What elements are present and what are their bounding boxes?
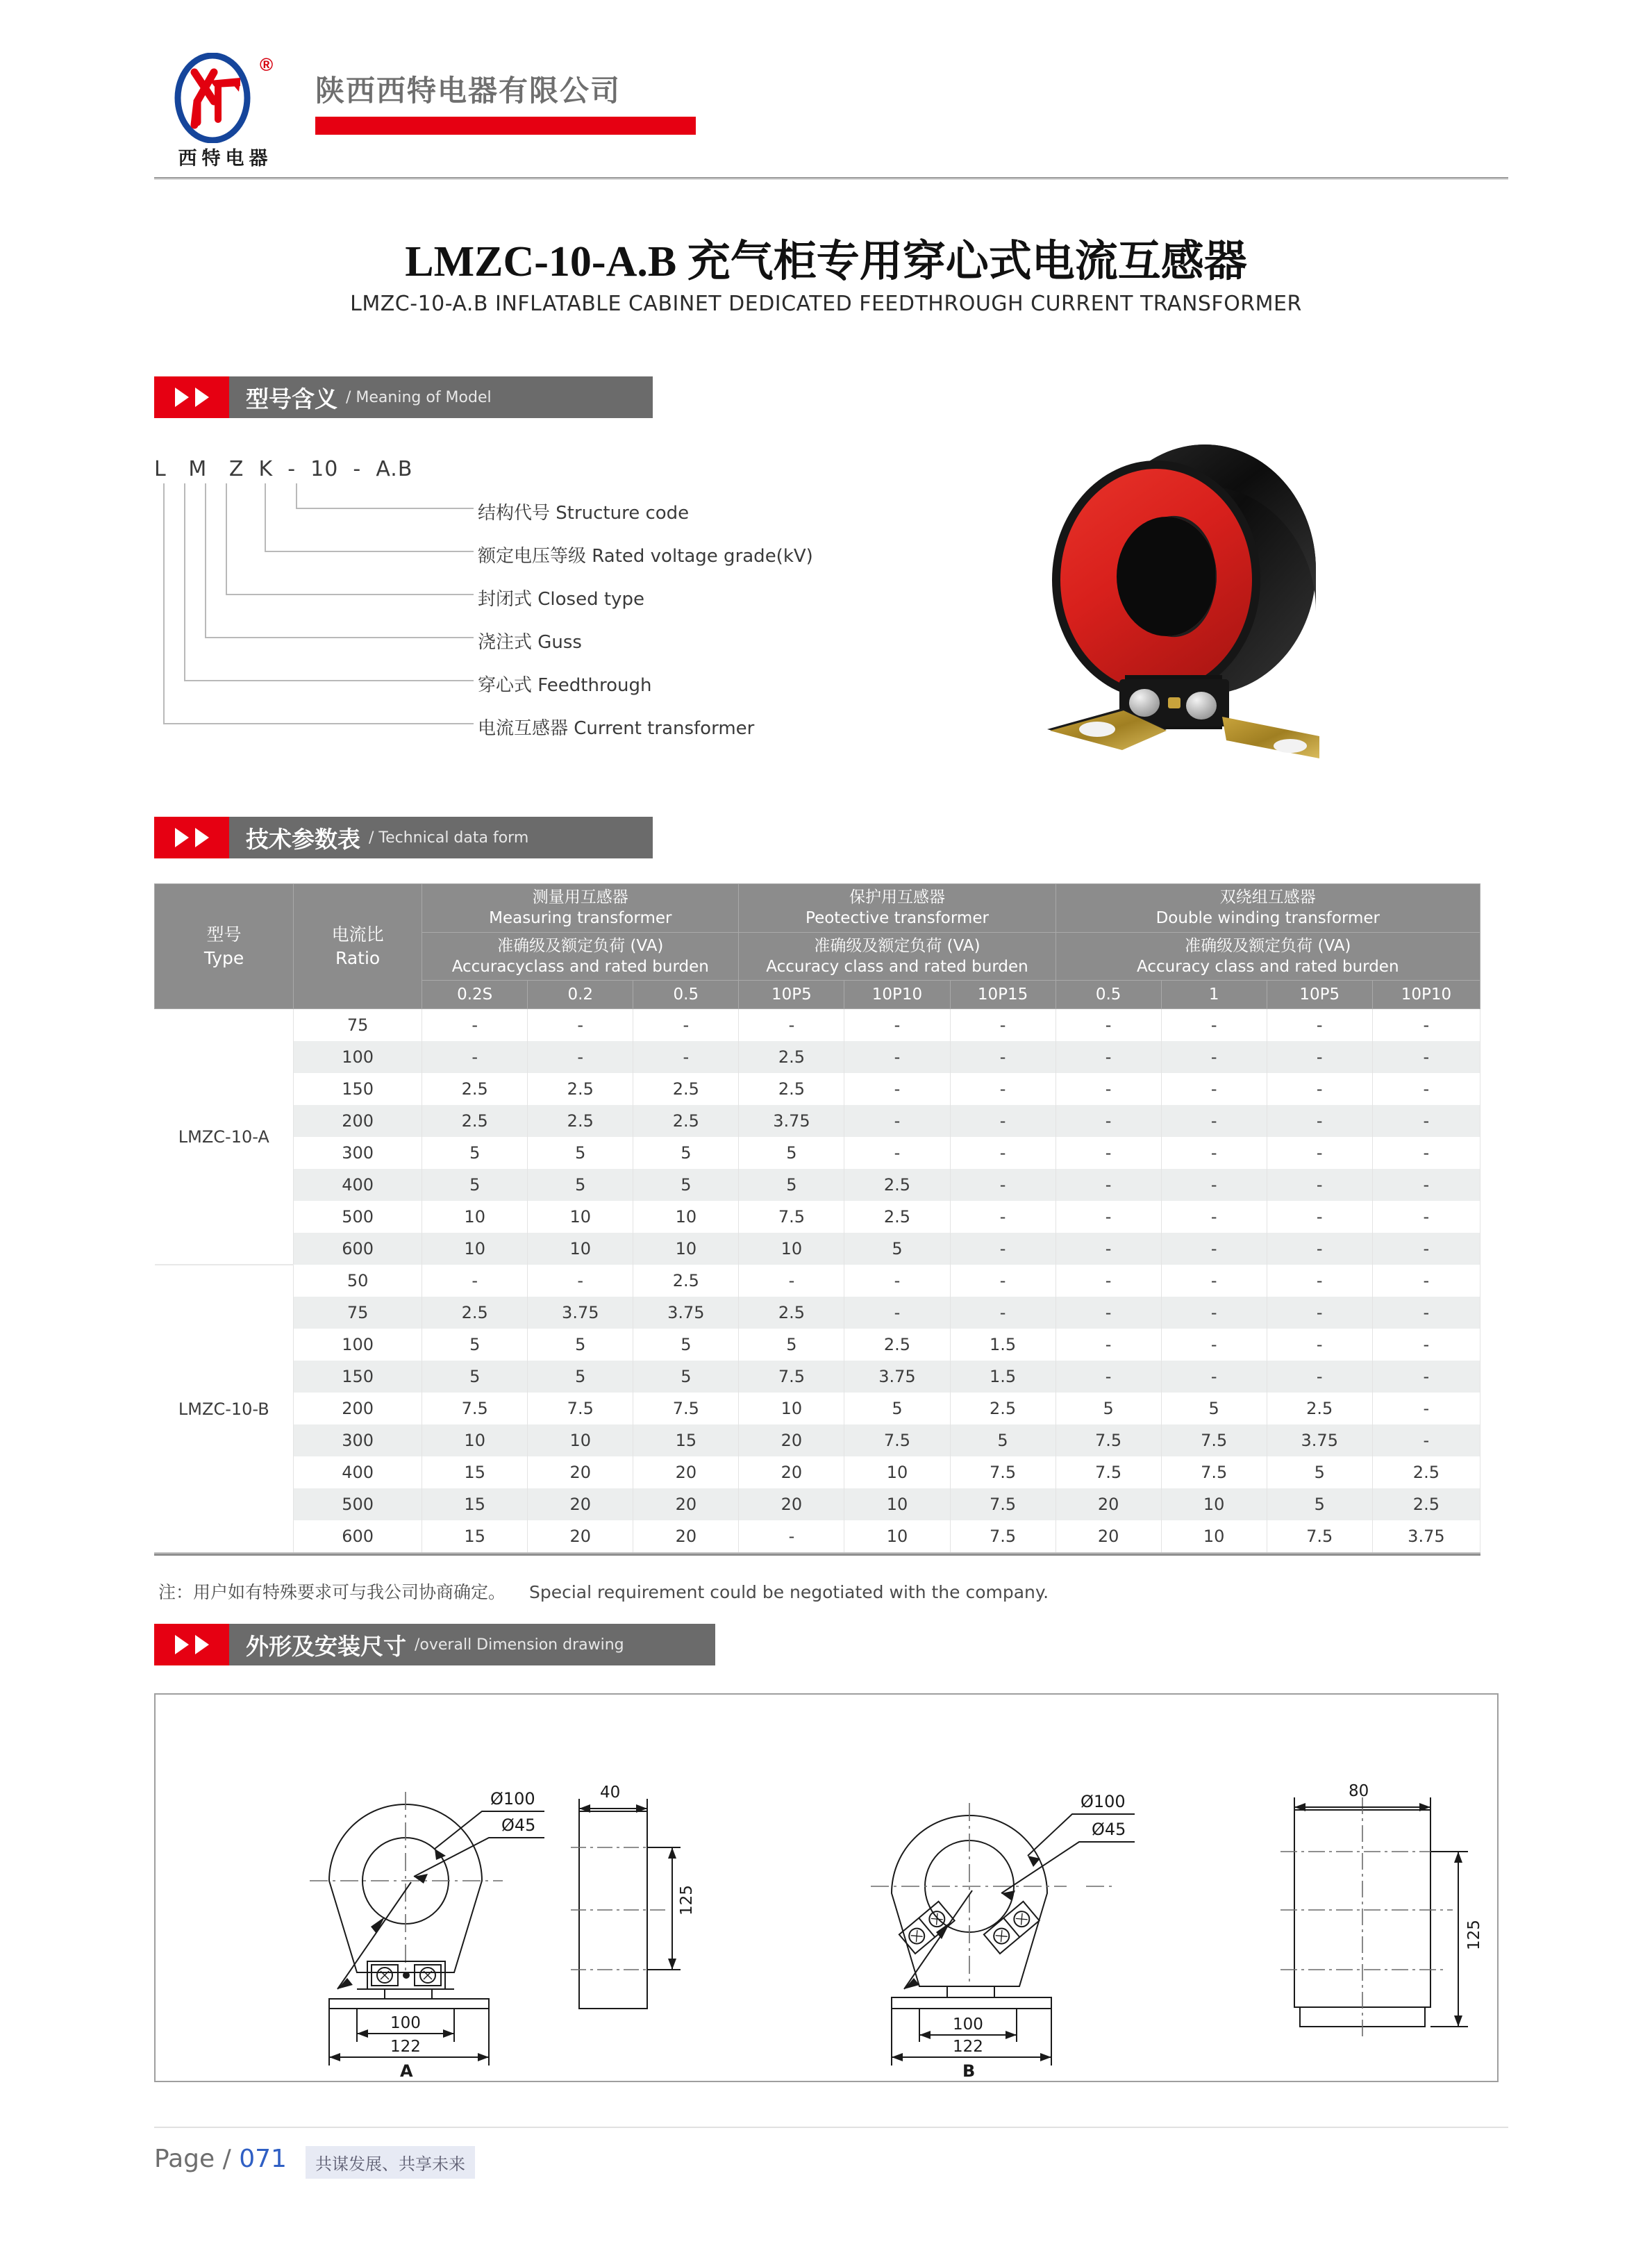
table-cell-value: 10 [422,1233,528,1265]
table-row [155,1520,1480,1552]
table-cell-value: - [1267,1009,1372,1042]
table-cell-value: 3.75 [1267,1424,1372,1456]
table-cell-value: 7.5 [528,1393,633,1424]
th-sub-measuring: 准确级及额定负荷 (VA) Accuracyclass and rated burden [422,932,739,981]
table-cell-value: 2.5 [844,1169,950,1201]
th-accuracy-2-1: 1 [1161,981,1267,1009]
th-accuracy-2-0: 0.5 [1056,981,1161,1009]
table-cell-value: 15 [422,1456,528,1488]
table-cell-value: - [1056,1105,1161,1137]
table-row [155,1456,1480,1488]
table-cell-value: - [844,1105,950,1137]
table-cell-value: - [1267,1201,1372,1233]
table-cell-value: - [1267,1329,1372,1361]
table-cell-value: 10 [1161,1488,1267,1520]
table-cell-value: - [1267,1137,1372,1169]
svg-text:Ø100: Ø100 [1081,1792,1126,1811]
table-cell-value: 5 [739,1329,844,1361]
table-cell-ratio: 150 [294,1073,422,1105]
table-cell-value: 5 [844,1393,950,1424]
table-cell-value: 2.5 [1372,1456,1480,1488]
table-cell-value: - [1372,1297,1480,1329]
table-cell-ratio: 400 [294,1169,422,1201]
table-cell-value: 7.5 [739,1361,844,1393]
table-cell-value: 2.5 [844,1329,950,1361]
table-cell-value: 7.5 [422,1393,528,1424]
dimension-drawing-box [154,1693,1499,2082]
th-accuracy-2-3: 10P10 [1372,981,1480,1009]
table-row [155,1073,1480,1105]
svg-text:122: 122 [390,2038,421,2056]
table-cell-value: 20 [633,1488,739,1520]
table-cell-value: 2.5 [1267,1393,1372,1424]
table-cell-value: 10 [633,1201,739,1233]
table-row [155,1488,1480,1520]
table-cell-value: - [1267,1041,1372,1073]
svg-text:Ø45: Ø45 [1092,1820,1126,1839]
note-cn: 注：用户如有特殊要求可与我公司协商确定。 [158,1582,506,1602]
table-cell-value: 5 [739,1137,844,1169]
table-cell-ratio: 200 [294,1393,422,1424]
th-accuracy-1-2: 10P15 [950,981,1056,1009]
table-cell-value: - [1161,1169,1267,1201]
footer-slogan: 共谋发展、共享未来 [306,2146,475,2179]
table-cell-type: LMZC-10-A [155,1009,294,1265]
table-cell-value: 7.5 [950,1456,1056,1488]
table-row [155,1105,1480,1137]
svg-text:100: 100 [953,2016,983,2034]
code-part-7: A.B [376,457,413,481]
table-cell-value: 20 [633,1456,739,1488]
code-part-3: K [258,457,274,481]
table-cell-value: - [950,1265,1056,1297]
table-cell-value: - [844,1265,950,1297]
table-cell-value: - [1372,1169,1480,1201]
table-cell-value: - [1267,1297,1372,1329]
table-cell-value: - [1056,1041,1161,1073]
table-cell-value: - [950,1297,1056,1329]
table-cell-value: - [422,1009,528,1042]
th-accuracy-1-1: 10P10 [844,981,950,1009]
svg-text:100: 100 [390,2014,421,2032]
table-note [158,1579,1049,1604]
table-row [155,1201,1480,1233]
table-cell-value: - [1056,1009,1161,1042]
table-row [155,1424,1480,1456]
table-cell-value: - [1372,1201,1480,1233]
table-cell-value: 5 [528,1169,633,1201]
table-cell-value: 10 [422,1201,528,1233]
table-cell-value: 5 [528,1329,633,1361]
table-cell-ratio: 150 [294,1361,422,1393]
table-cell-ratio: 75 [294,1009,422,1042]
table-cell-value: 5 [422,1361,528,1393]
table-cell-type: LMZC-10-B [155,1265,294,1552]
page-number: 071 [239,2145,287,2173]
th-group-protective: 保护用互感器 Peotective transformer [739,884,1056,933]
table-cell-value: - [950,1009,1056,1042]
table-cell-value: 7.5 [950,1520,1056,1552]
table-cell-value: - [1056,1201,1161,1233]
model-label-structure-code: 结构代号 Structure code [478,503,690,524]
table-cell-value: 5 [422,1169,528,1201]
table-row [155,1297,1480,1329]
th-type: 型号 Type [155,884,294,1009]
table-cell-value: 10 [528,1424,633,1456]
table-cell-value: 5 [1161,1393,1267,1424]
table-cell-value: - [1267,1361,1372,1393]
dimension-drawings [156,1695,1497,2081]
table-cell-value: - [1056,1073,1161,1105]
section-title-cn: 型号含义 [246,385,337,413]
table-cell-value: 2.5 [422,1073,528,1105]
drawing-a-front-view [310,1789,544,2081]
table-cell-value: - [1161,1073,1267,1105]
note-en: Special requirement could be negotiated with the company. [528,1582,1049,1602]
table-cell-value: 2.5 [528,1073,633,1105]
table-cell-value: 20 [633,1520,739,1552]
table-cell-ratio: 75 [294,1297,422,1329]
table-header [155,884,1480,1009]
table-cell-value: 10 [739,1233,844,1265]
table-cell-value: 3.75 [633,1297,739,1329]
table-cell-value: 20 [528,1520,633,1552]
table-cell-value: 5 [422,1137,528,1169]
table-cell-value: 7.5 [1056,1456,1161,1488]
header-divider [154,177,1508,180]
code-part-4: - [287,457,297,481]
table-row [155,1009,1480,1042]
section-title-cn: 技术参数表 [246,825,360,853]
table-cell-value: - [1161,1041,1267,1073]
table-row [155,1361,1480,1393]
table-cell-value: - [1372,1361,1480,1393]
table-cell-value: 10 [844,1520,950,1552]
table-cell-value: 2.5 [1372,1488,1480,1520]
table-cell-value: 15 [633,1424,739,1456]
table-cell-value: 7.5 [950,1488,1056,1520]
th-accuracy-0-1: 0.2 [528,981,633,1009]
table-cell-value: 10 [633,1233,739,1265]
table-cell-ratio: 400 [294,1456,422,1488]
table-cell-value: 20 [739,1456,844,1488]
table-cell-value: - [633,1041,739,1073]
code-part-0: L [154,457,167,481]
table-cell-value: 3.75 [739,1105,844,1137]
svg-text:125: 125 [678,1885,696,1915]
table-cell-value: 5 [950,1424,1056,1456]
table-cell-value: - [1161,1137,1267,1169]
table-cell-value: - [844,1297,950,1329]
section-title-en: / Meaning of Model [346,388,492,406]
table-cell-value: - [1056,1169,1161,1201]
th-accuracy-0-0: 0.2S [422,981,528,1009]
section-header-technical [154,817,653,858]
drawing-b-side-view [1280,1782,1483,2036]
table-cell-value: 2.5 [739,1041,844,1073]
table-cell-value: - [739,1009,844,1042]
model-label-voltage-grade: 额定电压等级 Rated voltage grade(kV) [478,546,813,567]
table-cell-value: 7.5 [739,1201,844,1233]
code-part-6: - [353,457,362,481]
company-name: 陕西西特电器有限公司 [315,74,621,108]
th-accuracy-0-2: 0.5 [633,981,739,1009]
table-cell-value: - [844,1041,950,1073]
table-cell-value: - [1372,1265,1480,1297]
table-cell-value: 2.5 [422,1297,528,1329]
table-cell-value: - [950,1105,1056,1137]
table-cell-value: - [1372,1009,1480,1042]
table-cell-value: - [1056,1265,1161,1297]
page-footer [154,2141,1508,2182]
page-header [154,49,1508,167]
table-cell-value: - [1161,1105,1267,1137]
table-cell-value: - [1161,1265,1267,1297]
table-cell-value: - [528,1041,633,1073]
drawing-a-side-view [571,1784,696,2009]
svg-text:122: 122 [953,2038,983,2056]
logo-chinese-text: 西特电器 [178,148,273,169]
table-cell-ratio: 300 [294,1424,422,1456]
table-cell-ratio: 100 [294,1329,422,1361]
table-cell-value: 3.75 [1372,1520,1480,1552]
table-cell-value: - [1372,1105,1480,1137]
table-cell-value: - [1056,1297,1161,1329]
table-cell-value: - [950,1169,1056,1201]
svg-text:125: 125 [1465,1920,1483,1950]
table-cell-value: 1.5 [950,1361,1056,1393]
table-cell-value: - [1372,1073,1480,1105]
table-cell-value: 20 [528,1488,633,1520]
table-cell-value: - [950,1137,1056,1169]
table-cell-value: 10 [528,1233,633,1265]
svg-text:Ø45: Ø45 [501,1815,536,1835]
table-row [155,1041,1480,1073]
table-cell-value: 2.5 [528,1105,633,1137]
table-cell-value: - [528,1009,633,1042]
th-group-double-winding: 双绕组互感器 Double winding transformer [1056,884,1480,933]
table-row [155,1169,1480,1201]
table-cell-value: - [1267,1169,1372,1201]
table-cell-value: - [1372,1393,1480,1424]
page-title-cn: LMZC-10-A.B 充气柜专用穿心式电流互感器 [405,238,1247,285]
table-cell-value: - [950,1233,1056,1265]
section-title-en: /overall Dimension drawing [415,1636,624,1654]
model-label-current-transformer: 电流互感器 Current transformer [478,718,755,739]
table-cell-value: - [422,1265,528,1297]
table-cell-value: - [1161,1297,1267,1329]
table-cell-value: 3.75 [844,1361,950,1393]
model-label-feedthrough: 穿心式 Feedthrough [478,675,652,696]
model-meaning-diagram [154,438,1022,757]
table-cell-value: - [844,1009,950,1042]
table-cell-value: - [950,1201,1056,1233]
table-cell-value: 2.5 [739,1297,844,1329]
model-label-guss: 浇注式 Guss [478,632,582,653]
table-cell-value: 2.5 [739,1073,844,1105]
table-cell-value: 2.5 [633,1073,739,1105]
table-cell-value: 7.5 [1056,1424,1161,1456]
table-cell-value: 10 [739,1393,844,1424]
section-title-en: / Technical data form [369,829,529,847]
table-cell-value: 7.5 [1161,1424,1267,1456]
table-row [155,1233,1480,1265]
table-cell-value: 20 [1056,1520,1161,1552]
table-cell-value: 5 [633,1361,739,1393]
table-cell-value: - [950,1073,1056,1105]
table-cell-value: - [739,1520,844,1552]
drawing-b-front-view [871,1792,1135,2081]
table-cell-value: 20 [1056,1488,1161,1520]
table-cell-value: 5 [633,1329,739,1361]
th-ratio: 电流比 Ratio [294,884,422,1009]
model-code-string [154,457,453,481]
table-cell-value: 5 [422,1329,528,1361]
table-cell-value: - [1161,1009,1267,1042]
table-cell-value: 15 [422,1488,528,1520]
table-cell-value: 2.5 [633,1265,739,1297]
table-cell-ratio: 600 [294,1520,422,1552]
double-arrow-icon [154,1624,229,1665]
table-cell-value: 20 [739,1488,844,1520]
logo-ellipse-icon [174,53,251,143]
table-body [155,1009,1480,1553]
table-cell-value: - [1056,1329,1161,1361]
table-cell-ratio: 200 [294,1105,422,1137]
table-cell-value: - [528,1265,633,1297]
code-part-5: 10 [310,457,339,481]
section-header-dimension [154,1624,715,1665]
table-cell-value: 10 [528,1201,633,1233]
footer-divider [154,2127,1508,2128]
table-row [155,1265,1480,1297]
page-label-text: Page / [154,2145,231,2173]
table-cell-value: - [1161,1361,1267,1393]
table-cell-value: - [950,1041,1056,1073]
drawing-b-caption: B [962,2061,976,2081]
table-cell-value: - [1267,1073,1372,1105]
registered-trademark-icon: ® [260,54,274,75]
page-title-en: LMZC-10-A.B INFLATABLE CABINET DEDICATED FEEDTHROUGH CURRENT TRANSFORMER [350,292,1302,316]
table-row [155,1329,1480,1361]
table-cell-value: 10 [844,1456,950,1488]
table-cell-ratio: 50 [294,1265,422,1297]
table-cell-value: 5 [528,1361,633,1393]
table-cell-value: - [1056,1233,1161,1265]
model-leader-lines [154,479,474,757]
table-cell-value: - [844,1073,950,1105]
table-cell-value: - [1372,1233,1480,1265]
table-cell-value: 20 [739,1424,844,1456]
table-cell-value: - [1161,1233,1267,1265]
th-group-measuring: 测量用互感器 Measuring transformer [422,884,739,933]
double-arrow-icon [154,376,229,418]
table-cell-value: - [1056,1137,1161,1169]
table-cell-value: 15 [422,1520,528,1552]
table-cell-value: 10 [422,1424,528,1456]
table-cell-value: - [1267,1265,1372,1297]
table-cell-value: 7.5 [1161,1456,1267,1488]
table-cell-ratio: 500 [294,1488,422,1520]
table-cell-value: - [1372,1424,1480,1456]
page-indicator [154,2145,287,2173]
model-label-closed-type: 封闭式 Closed type [478,589,644,610]
table-cell-value: 5 [528,1137,633,1169]
table-cell-value: 5 [844,1233,950,1265]
table-cell-value: 2.5 [633,1105,739,1137]
table-cell-value: - [633,1009,739,1042]
section-title-cn: 外形及安装尺寸 [246,1632,406,1660]
table-cell-value: - [1267,1105,1372,1137]
table-cell-value: 7.5 [844,1424,950,1456]
table-cell-value: - [1372,1137,1480,1169]
table-cell-value: - [1161,1329,1267,1361]
code-part-1: M [188,457,208,481]
th-accuracy-2-2: 10P5 [1267,981,1372,1009]
table-cell-value: 5 [1056,1393,1161,1424]
table-cell-value: 10 [844,1488,950,1520]
th-accuracy-1-0: 10P5 [739,981,844,1009]
table-cell-value: 5 [739,1169,844,1201]
table-cell-ratio: 100 [294,1041,422,1073]
svg-text:40: 40 [600,1784,621,1802]
double-arrow-icon [154,817,229,858]
code-part-2: Z [228,457,244,481]
table-cell-ratio: 500 [294,1201,422,1233]
technical-data-table-wrap [154,883,1480,1552]
header-red-bar [315,117,696,135]
technical-data-table [154,883,1480,1552]
section-header-model [154,376,653,418]
table-cell-value: - [1372,1041,1480,1073]
table-cell-value: 7.5 [633,1393,739,1424]
drawing-a-caption: A [400,2061,413,2081]
table-cell-value: - [1161,1201,1267,1233]
table-cell-value: 5 [633,1137,739,1169]
table-cell-value: 2.5 [422,1105,528,1137]
table-cell-value: 7.5 [1267,1520,1372,1552]
table-cell-value: - [844,1137,950,1169]
table-cell-value: 5 [1267,1456,1372,1488]
table-row [155,1393,1480,1424]
table-cell-value: 10 [1161,1520,1267,1552]
table-cell-value: 1.5 [950,1329,1056,1361]
table-bottom-rule [154,1552,1480,1556]
table-cell-value: - [422,1041,528,1073]
table-cell-value: 20 [528,1456,633,1488]
table-cell-value: 2.5 [844,1201,950,1233]
table-cell-value: - [1372,1329,1480,1361]
table-cell-value: 5 [633,1169,739,1201]
table-cell-value: - [1056,1361,1161,1393]
svg-text:80: 80 [1349,1782,1369,1800]
svg-text:Ø100: Ø100 [490,1789,535,1809]
table-cell-value: 2.5 [950,1393,1056,1424]
table-cell-value: - [739,1265,844,1297]
table-cell-ratio: 600 [294,1233,422,1265]
table-cell-value: - [1267,1233,1372,1265]
table-cell-value: 3.75 [528,1297,633,1329]
th-sub-double-winding: 准确级及额定负荷 (VA) Accuracy class and rated burden [1056,932,1480,981]
table-cell-ratio: 300 [294,1137,422,1169]
product-photo [993,403,1354,764]
company-logo [154,49,293,167]
table-row [155,1137,1480,1169]
table-cell-value: 5 [1267,1488,1372,1520]
th-sub-protective: 准确级及额定负荷 (VA) Accuracy class and rated burden [739,932,1056,981]
